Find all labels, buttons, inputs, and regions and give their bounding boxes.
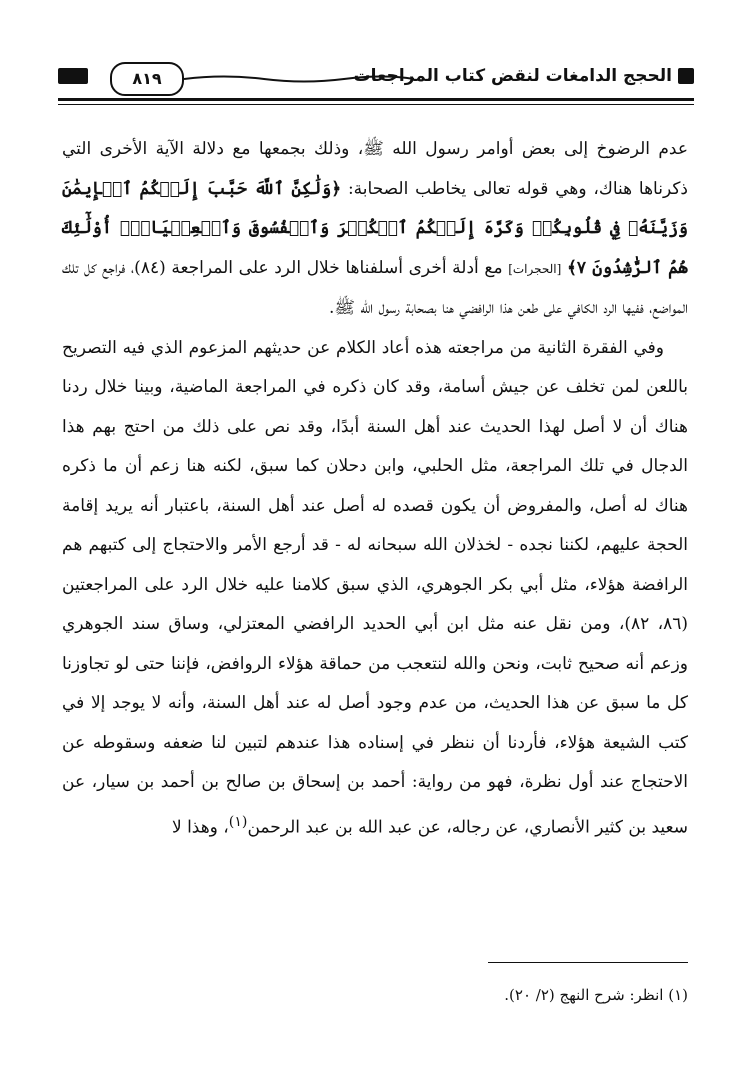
- paragraph-1-intro: عدم الرضوخ إلى بعض أوامر رسول الله ﷺ، وذلك بجمعها مع دلالة الآية الأخرى التي ذكرناها هناك، وهي قوله تعالى يخاطب الصحابة:: [62, 139, 688, 199]
- footnote-divider: [488, 962, 688, 963]
- footnote-marker[interactable]: (١): [228, 813, 248, 830]
- header-ornament-icon: [184, 74, 414, 84]
- paragraph-2-text: وفي الفقرة الثانية من مراجعته هذه أعاد الكلام عن حديثهم المزعوم الذي فيه التصريح باللعن لمن تخلف عن جيش أسامة، وقد كان ذكره في المراجعة الماضية، وبينا خلال ردنا هناك أن لا أصل لهذا الحديث عند أهل السنة أبدًا، وقد نص على ذلك من احتج بهم هذا الدجال في تلك المراجعة، مثل الحلبي، وابن دحلان كما سبق، لكنه هنا زعم أن ما ذكره هناك له أصل، والمفروض أن يكون قصده له أصل عند أهل السنة، باعتبار أنه يريد إقامة الحجة عليهم، لكننا نجده - لخذلان الله سبحانه له - قد أرجع الأمر والاحتجاج إلى كتبهم هم الرافضة هؤلاء، مثل أبي بكر الجوهري، الذي سبق كلامنا عليه خلال الرد على المراجعتين (٨٦، ٨٢)، ومن نقل عنه مثل ابن أبي الحديد الرافضي المعتزلي، وساق سند الجوهري وزعم أنه صحيح ثابت، ونحن والله لنتعجب من حماقة هؤلاء الروافض، فإننا حتى لو تجاوزنا كل ما سبق عن هذا الحديث، من عدم وجود أصل له عند أهل السنة، وأنه لا يوجد إلا في كتب الشيعة هؤلاء، فأردنا أن ننظر في إسناده هذا عندهم لتبين لنا ضعفه وسقوطه عن الاحتجاج عند أول نظرة، فهو من رواية: أحمد بن إسحاق بن صالح بن أحمد بن سيار، عن سعيد بن كثير الأنصاري، عن رجاله، عن عبد الله بن عبد الرحمن: [62, 337, 688, 838]
- ornament-knot-icon: [58, 68, 88, 84]
- book-title: الحجج الدامغات لنقض كتاب المراجعات: [353, 66, 672, 86]
- paragraph-2: [62, 329, 688, 848]
- page-number: ٨١٩: [132, 69, 162, 88]
- running-header: [58, 60, 694, 104]
- footnote: (١) انظر: شرح النهج (٢/ ٢٠).: [504, 986, 688, 1004]
- quran-verse: ﴿وَلَٰكِنَّ ٱللَّهَ حَبَّبَ إِلَيۡكُمُ ٱلۡإِيمَٰنَ وَزَيَّنَهُۥ فِي قُلُوبِكُمۡ وَكَرَّهَ إِلَيۡكُمُ ٱلۡكُفۡرَ وَٱلۡفُسُوقَ وَٱلۡعِصۡيَانَۚ أُوْلَٰٓئِكَ هُمُ ٱلرَّٰشِدُونَ ٧﴾: [62, 178, 688, 278]
- paragraph-1-rest: مع أدلة أخرى أسلفناها خلال الرد على المراجعة (٨٤)، فراجع كل تلك المواضع، ففيها الرد الكافي على طعن هذا الرافضي هنا بصحابة رسول الله ﷺ.: [62, 257, 688, 318]
- page-number-frame: [110, 62, 184, 96]
- paragraph-2-end: ، وهذا لا: [171, 817, 229, 838]
- surah-reference: [الحجرات]: [508, 261, 562, 276]
- header-rule: [58, 98, 694, 105]
- ornament-knot-icon: [678, 68, 694, 84]
- paragraph-1: [62, 130, 688, 329]
- main-text: [62, 130, 688, 848]
